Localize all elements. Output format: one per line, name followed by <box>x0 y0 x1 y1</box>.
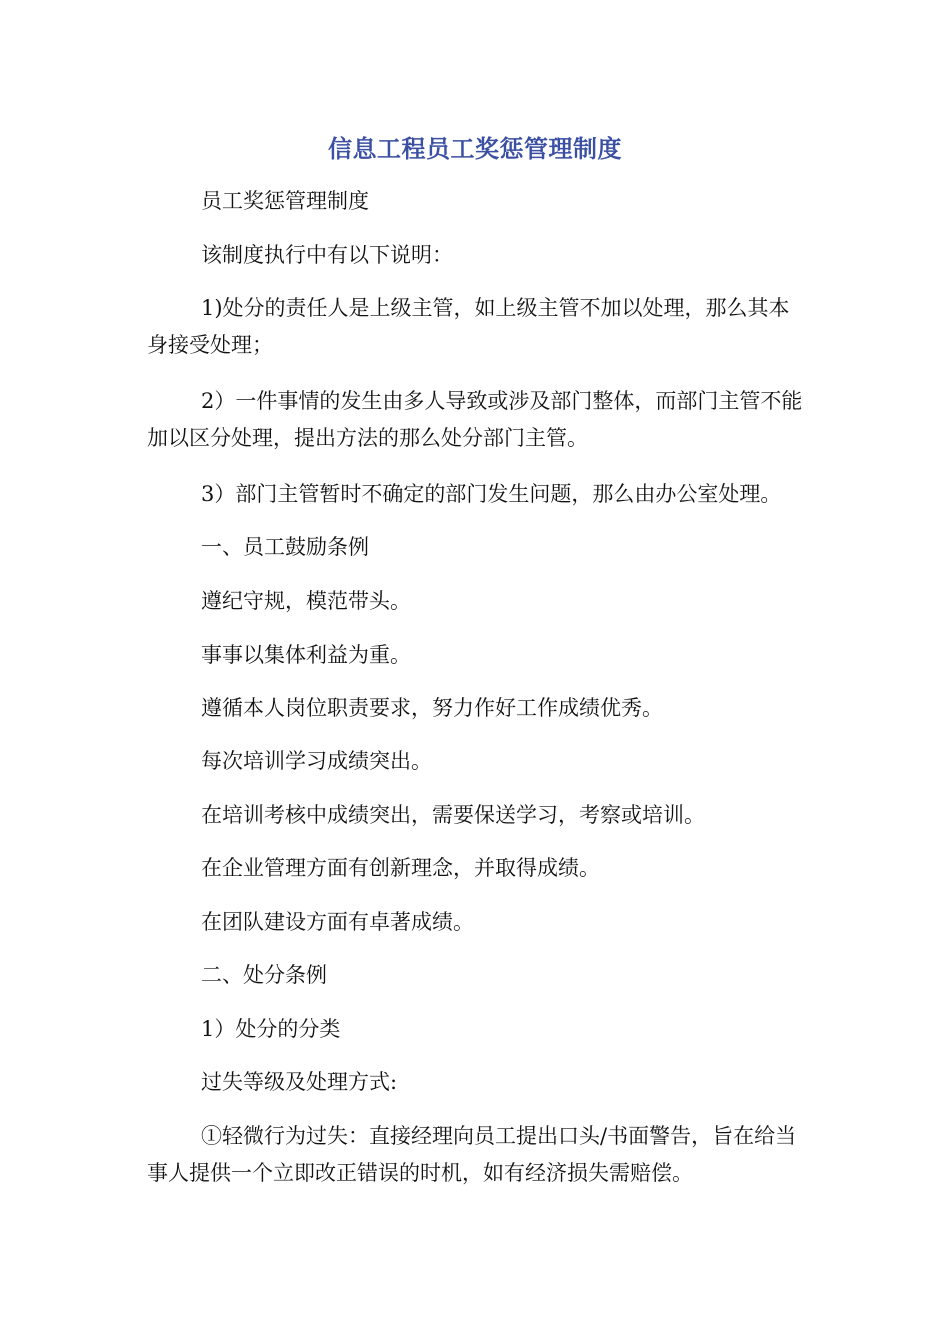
paragraph: 过失等级及处理方式: <box>201 1070 398 1094</box>
paragraph: 2）一件事情的发生由多人导致或涉及部门整体，而部门主管不能加以区分处理，提出方法的那么处分部门主管。 <box>147 389 803 450</box>
paragraph: 该制度执行中有以下说明： <box>201 243 453 267</box>
section-heading: 一、员工鼓励条例 <box>201 535 369 559</box>
paragraph: 事事以集体利益为重。 <box>201 643 411 667</box>
paragraph: 遵纪守规，模范带头。 <box>201 589 411 613</box>
section-heading: 二、处分条例 <box>201 963 327 987</box>
paragraph: 在企业管理方面有创新理念，并取得成绩。 <box>201 856 600 880</box>
paragraph: ①轻微行为过失：直接经理向员工提出口头/书面警告，旨在给当事人提供一个立即改正错误的时机，如有经济损失需赔偿。 <box>147 1124 797 1185</box>
paragraph: 1）处分的分类 <box>201 1017 341 1041</box>
paragraph: 在培训考核中成绩突出，需要保送学习，考察或培训。 <box>201 803 705 827</box>
paragraph: 3）部门主管暂时不确定的部门发生问题，那么由办公室处理。 <box>201 482 782 506</box>
paragraph: 每次培训学习成绩突出。 <box>201 749 432 773</box>
paragraph: 遵循本人岗位职责要求，努力作好工作成绩优秀。 <box>201 696 663 720</box>
paragraph: 员工奖惩管理制度 <box>201 189 369 213</box>
paragraph: 在团队建设方面有卓著成绩。 <box>201 910 474 934</box>
document-title: 信息工程员工奖惩管理制度 <box>328 135 622 163</box>
paragraph: 1)处分的责任人是上级主管，如上级主管不加以处理，那么其本身接受处理； <box>147 296 790 357</box>
